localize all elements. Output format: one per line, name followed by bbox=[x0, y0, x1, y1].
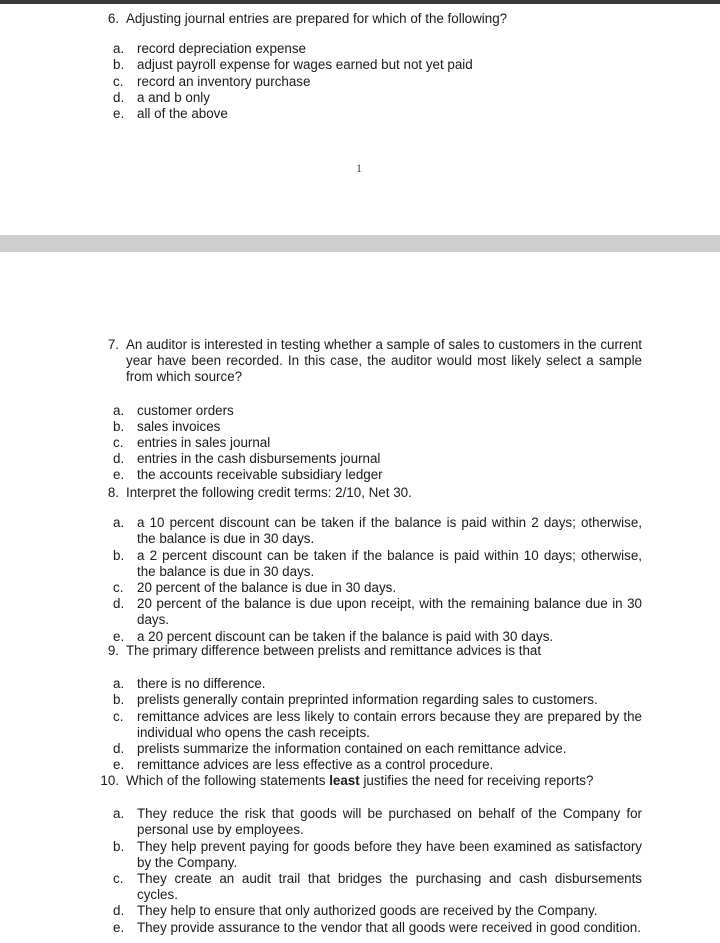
option-letter: e. bbox=[113, 106, 125, 122]
question-text: Adjusting journal entries are prepared for which of the following? bbox=[126, 11, 508, 26]
option-text: They provide assurance to the vendor that all goods were received in good condition. bbox=[137, 919, 641, 935]
question-number: 6. bbox=[107, 11, 119, 26]
option-letter: e. bbox=[113, 919, 125, 935]
option-text: a 2 percent discount can be taken if the balance is paid within 10 days; otherwise, the balance is due in 30 days. bbox=[137, 547, 642, 579]
option bbox=[82, 596, 642, 628]
option-letter: a. bbox=[113, 806, 125, 822]
question-10 bbox=[82, 773, 642, 936]
page-break bbox=[0, 235, 720, 252]
option-text: They create an audit trail that bridges the purchasing and cash disbursements cycles. bbox=[137, 871, 642, 903]
question-text: The primary difference between prelists and remittance advices is that bbox=[126, 643, 542, 658]
option-text: sales invoices bbox=[137, 418, 221, 434]
option bbox=[82, 692, 642, 708]
option-text: a and b only bbox=[137, 89, 210, 105]
question-7 bbox=[82, 337, 642, 484]
option-text: a 20 percent discount can be taken if the balance is paid with 30 days. bbox=[137, 628, 554, 644]
options-list bbox=[82, 806, 642, 936]
option bbox=[82, 676, 642, 692]
option-text: adjust payroll expense for wages earned but not yet paid bbox=[137, 57, 473, 73]
option-text: there is no difference. bbox=[137, 676, 266, 692]
option-letter: e. bbox=[113, 757, 125, 773]
option-letter: a. bbox=[113, 41, 125, 57]
option-text: 20 percent of the balance is due upon receipt, with the remaining balance due in 30 days. bbox=[137, 596, 642, 628]
option bbox=[82, 741, 642, 757]
option-letter: a. bbox=[113, 676, 125, 692]
option-text: remittance advices are less effective as a control procedure. bbox=[137, 757, 494, 773]
option-letter: a. bbox=[113, 402, 125, 418]
option bbox=[82, 903, 642, 919]
option-letter: c. bbox=[113, 73, 124, 89]
top-divider bbox=[0, 0, 720, 4]
option-letter: a. bbox=[113, 515, 125, 531]
option-letter: e. bbox=[113, 467, 125, 483]
option bbox=[82, 41, 642, 57]
question-text: Which of the following statements least justifies the need for receiving reports? bbox=[126, 773, 594, 788]
option-text: entries in the cash disbursements journal bbox=[137, 451, 381, 467]
option bbox=[82, 106, 642, 122]
option bbox=[82, 467, 642, 483]
option-letter: c. bbox=[113, 708, 124, 724]
option-letter: e. bbox=[113, 628, 125, 644]
option-text: They reduce the risk that goods will be purchased on behalf of the Company for personal use by employees. bbox=[137, 806, 642, 838]
option bbox=[82, 435, 642, 451]
option-text: a 10 percent discount can be taken if the balance is paid within 2 days; otherwise, the balance is due in 30 days. bbox=[137, 515, 642, 547]
option bbox=[82, 74, 642, 90]
page-number: 1 bbox=[356, 161, 362, 175]
option bbox=[82, 757, 642, 773]
option bbox=[82, 57, 642, 73]
option-text: record an inventory purchase bbox=[137, 73, 311, 89]
options-list bbox=[82, 41, 642, 122]
option bbox=[82, 709, 642, 741]
option bbox=[82, 871, 642, 903]
question-6 bbox=[82, 11, 642, 122]
option-letter: b. bbox=[113, 418, 125, 434]
question-text: An auditor is interested in testing whether a sample of sales to customers in the current year have been recorded. In this case, the auditor would most likely select a sample from which source? bbox=[126, 337, 642, 385]
question-9 bbox=[82, 643, 642, 773]
option-letter: d. bbox=[113, 903, 125, 919]
option-letter: d. bbox=[113, 451, 125, 467]
option-letter: c. bbox=[113, 871, 124, 887]
option-letter: d. bbox=[113, 596, 125, 612]
option bbox=[82, 580, 642, 596]
option-text: the accounts receivable subsidiary ledger bbox=[137, 467, 383, 483]
question-number: 8. bbox=[107, 485, 119, 500]
option-letter: d. bbox=[113, 741, 125, 757]
option-text: remittance advices are less likely to contain errors because they are prepared by the individual who opens the cash receipts. bbox=[137, 708, 642, 740]
option-letter: c. bbox=[113, 580, 124, 596]
options-list bbox=[82, 403, 642, 484]
option bbox=[82, 515, 642, 547]
option-text: prelists generally contain preprinted information regarding sales to customers. bbox=[137, 692, 598, 708]
options-list bbox=[82, 676, 642, 773]
option-text: They help to ensure that only authorized goods are received by the Company. bbox=[137, 903, 598, 919]
option-text: They help prevent paying for goods before they have been examined as satisfactory by the Company. bbox=[137, 838, 642, 870]
option bbox=[82, 419, 642, 435]
option-letter: b. bbox=[113, 838, 125, 854]
option-text: 20 percent of the balance is due in 30 days. bbox=[137, 580, 397, 596]
question-number: 7. bbox=[107, 337, 119, 352]
option-text: record depreciation expense bbox=[137, 41, 306, 57]
option-text: customer orders bbox=[137, 402, 234, 418]
option bbox=[82, 90, 642, 106]
option-text: all of the above bbox=[137, 106, 228, 122]
option-letter: c. bbox=[113, 435, 124, 451]
option-text: entries in sales journal bbox=[137, 435, 271, 451]
option-letter: d. bbox=[113, 89, 125, 105]
question-number: 10. bbox=[100, 773, 119, 788]
option bbox=[82, 451, 642, 467]
question-text: Interpret the following credit terms: 2/10, Net 30. bbox=[126, 485, 412, 500]
options-list bbox=[82, 515, 642, 645]
option-text: prelists summarize the information contained on each remittance advice. bbox=[137, 741, 567, 757]
option bbox=[82, 920, 642, 936]
option-letter: b. bbox=[113, 692, 125, 708]
option bbox=[82, 548, 642, 580]
option bbox=[82, 403, 642, 419]
option bbox=[82, 806, 642, 838]
option bbox=[82, 839, 642, 871]
question-8 bbox=[82, 485, 642, 645]
option-letter: b. bbox=[113, 57, 125, 73]
option-letter: b. bbox=[113, 547, 125, 563]
question-number: 9. bbox=[107, 643, 119, 658]
